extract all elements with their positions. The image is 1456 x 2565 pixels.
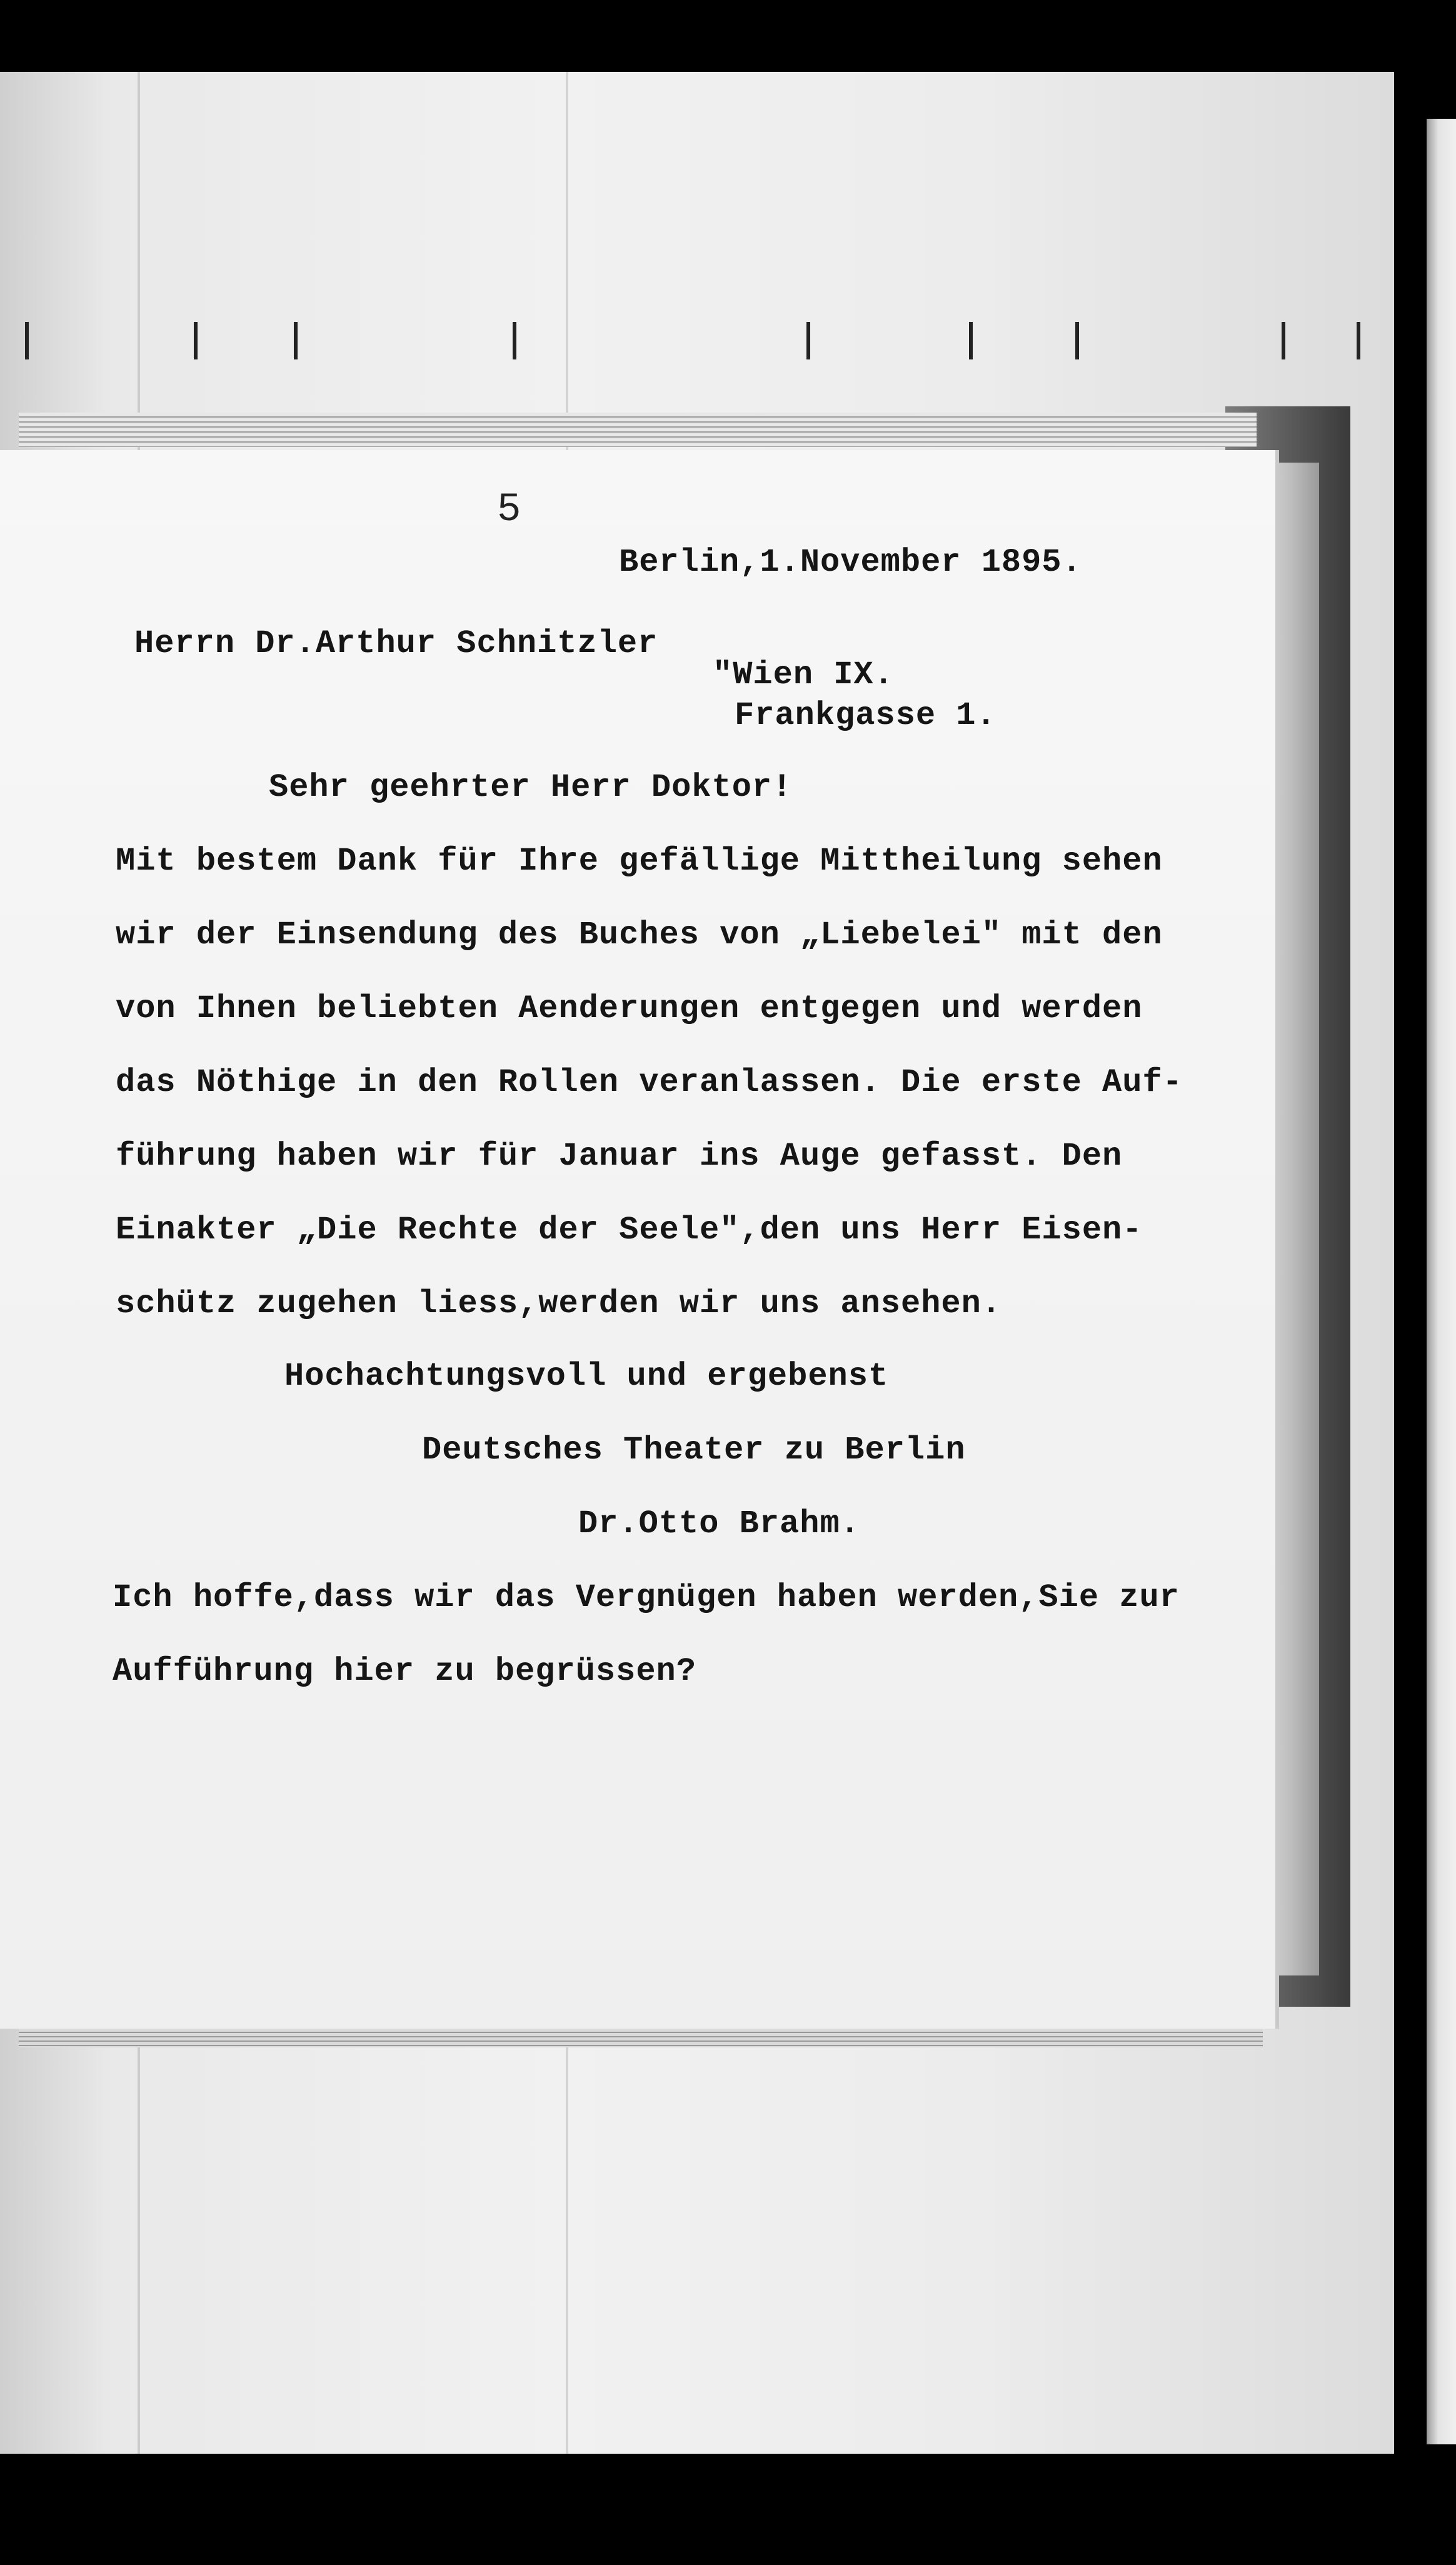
adjacent-page-edge xyxy=(1427,119,1456,2444)
postscript-line: Ich hoffe,dass wir das Vergnügen haben werden,Sie zur xyxy=(113,1579,1180,1616)
perforation-mark xyxy=(194,322,198,359)
body-line: Einakter „Die Rechte der Seele",den uns Herr Eisen- xyxy=(116,1212,1143,1248)
salutation: Sehr geehrter Herr Doktor! xyxy=(269,769,793,806)
recipient-name: Herrn Dr.Arthur Schnitzler xyxy=(134,625,658,662)
body-line: Mit bestem Dank für Ihre gefällige Mittheilung sehen xyxy=(116,843,1163,880)
recipient-street: Frankgasse 1. xyxy=(735,697,997,734)
closing: Hochachtungsvoll und ergebenst xyxy=(284,1358,889,1395)
recipient-city: "Wien IX. xyxy=(713,656,894,693)
page-stack-top xyxy=(19,413,1257,447)
body-line: wir der Einsendung des Buches von „Liebelei" mit den xyxy=(116,916,1163,953)
page-stack-bottom xyxy=(19,2029,1263,2047)
institution: Deutsches Theater zu Berlin xyxy=(422,1432,966,1468)
signature: Dr.Otto Brahm. xyxy=(578,1505,860,1542)
body-line: führung haben wir für Januar ins Auge gefasst. Den xyxy=(116,1138,1123,1175)
page-number: 5 xyxy=(497,488,522,533)
perforation-mark xyxy=(969,322,973,359)
date-line: Berlin,1.November 1895. xyxy=(619,544,1082,581)
body-line: von Ihnen beliebten Aenderungen entgegen und werden xyxy=(116,990,1143,1027)
body-line: schütz zugehen liess,werden wir uns ansehen. xyxy=(116,1285,1002,1322)
perforation-mark xyxy=(1075,322,1079,359)
perforation-mark xyxy=(1282,322,1285,359)
perforation-mark xyxy=(513,322,516,359)
body-line: das Nöthige in den Rollen veranlassen. Die erste Auf- xyxy=(116,1064,1183,1101)
perforation-mark xyxy=(1357,322,1360,359)
postscript-line: Aufführung hier zu begrüssen? xyxy=(113,1653,696,1690)
letter-page xyxy=(0,450,1275,2029)
perforation-mark xyxy=(294,322,298,359)
perforation-mark xyxy=(806,322,810,359)
perforation-mark xyxy=(25,322,29,359)
